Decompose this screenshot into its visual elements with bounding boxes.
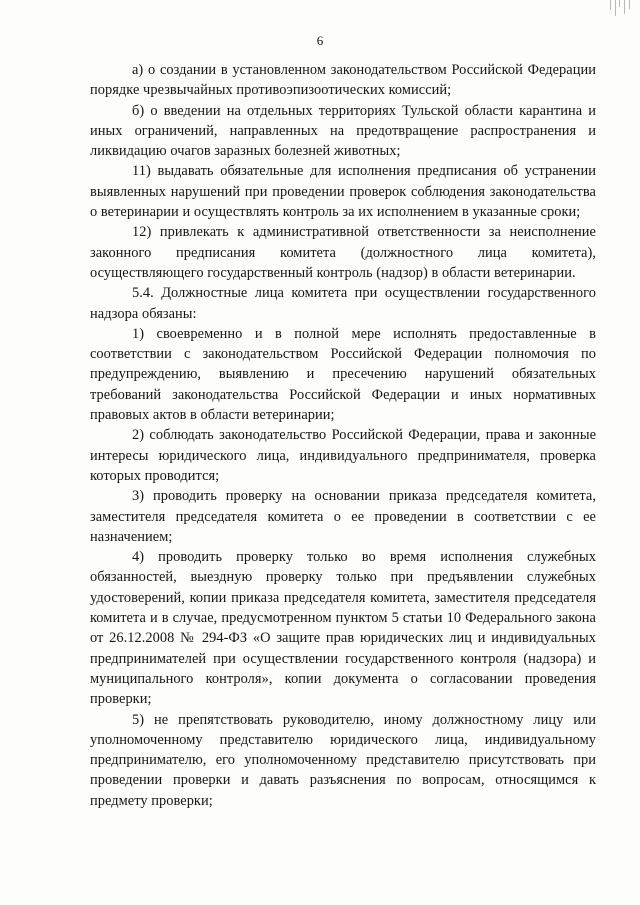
- paragraph-duty-2: 2) соблюдать законодательство Российской Федерации, права и законные интересы юридического лица, индивидуального предпринимателя, проверка которых проводится;: [90, 427, 596, 484]
- scan-artifact-marks: [608, 0, 632, 18]
- paragraph-duty-3: 3) проводить проверку на основании приказа председателя комитета, заместителя председателя комитета о ее проведении в соответствии с ее назначением;: [90, 488, 596, 545]
- paragraph-duty-1: 1) своевременно и в полной мере исполнять предоставленные в соответствии с законодательством Российской Федерации полномочия по предупреждению, выявлению и пресечению нарушений обязательных требований законодательства Российской Федерации и иных нормативных правовых актов в области ветеринарии;: [90, 325, 596, 424]
- document-body: [90, 60, 596, 811]
- paragraph-item-12: 12) привлекать к административной ответственности за неисполнение законного предписания комитета (должностного лица комитета), осуществляющего государственный контроль (надзор) в области ветеринарии.: [90, 224, 596, 281]
- paragraph-duty-5: 5) не препятствовать руководителю, иному должностному лицу или уполномоченному представителю юридического лица, индивидуальному предпринимателю, его уполномоченному представителю присутствовать при проведении проверки и давать разъяснения по вопросам, относящимся к предмету проверки;: [90, 711, 596, 809]
- paragraph-section-5-4: 5.4. Должностные лица комитета при осуществлении государственного надзора обязаны:: [90, 285, 596, 322]
- page-number: 6: [316, 33, 324, 48]
- paragraph-item-11: 11) выдавать обязательные для исполнения предписания об устранении выявленных нарушений при проведении проверок соблюдения законодательства о ветеринарии и осуществлять контроль за их исполнением в указанные сроки;: [90, 163, 596, 221]
- paragraph-item-b: б) о введении на отдельных территориях Тульской области карантина и иных ограничений, направленных на предотвращение распространения и ликвидацию очагов заразных болезней животных;: [90, 102, 596, 160]
- paragraph-duty-4: 4) проводить проверку только во время исполнения служебных обязанностей, выездную проверку только при предъявлении служебных удостоверений, копии приказа председателя комитета, заместителя председателя комитета и в случае, предусмотренном пунктом 5 статьи 10 Федерального закона от 26.12.2008 № 294-ФЗ «О защите прав юридических лиц и индивидуальных предпринимателей при осуществлении государственного контроля (надзора) и муниципального контроля», копии документа о согласовании проведения проверки;: [90, 549, 596, 708]
- paragraph-item-a: а) о создании в установленном законодательством Российской Федерации порядке чрезвычайных противоэпизоотических комиссий;: [90, 62, 596, 99]
